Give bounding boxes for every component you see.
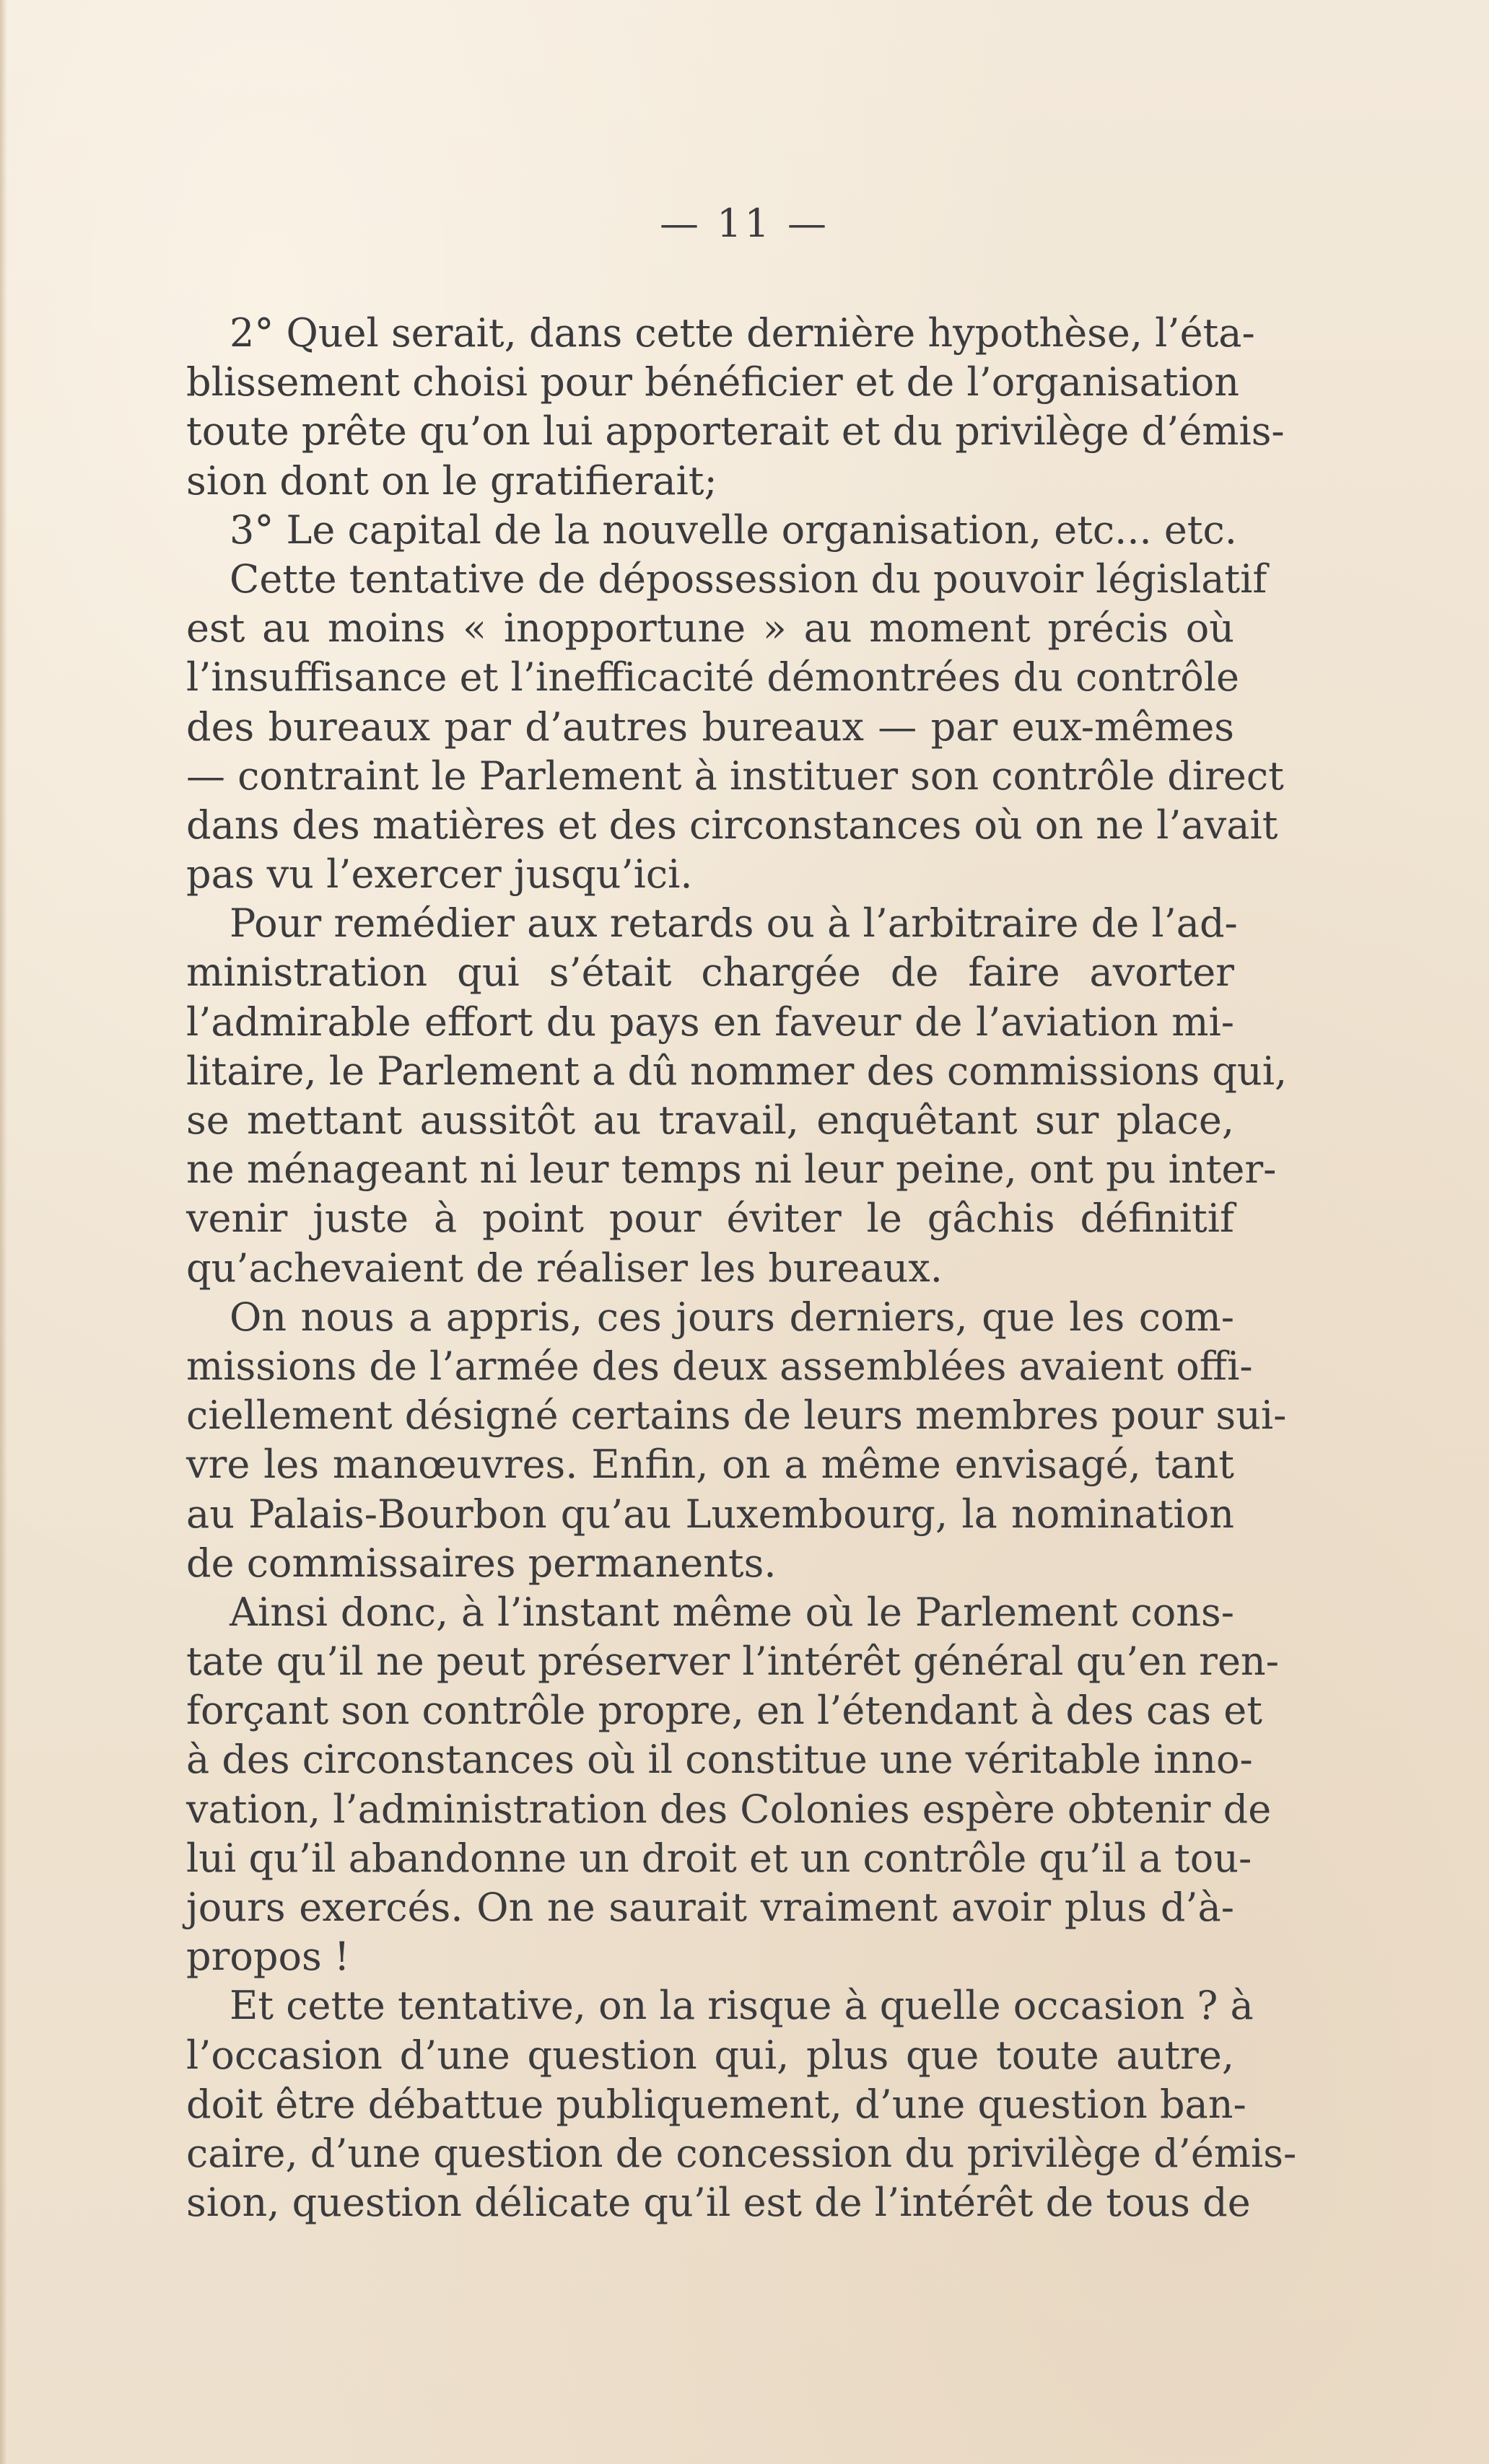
text-line: jours exercés. On ne saurait vraiment avoir plus d’à- [186, 1885, 1234, 1930]
text-line: missions de l’armée des deux assemblées avaient offi- [186, 1343, 1253, 1389]
text-line: ministration qui s’était chargée de faire avorter [186, 950, 1234, 996]
text-line: de commissaires permanents. [186, 1540, 777, 1586]
text-line: toute prête qu’on lui apporterait et du privilège d’émis- [186, 408, 1285, 455]
text-line: venir juste à point pour éviter le gâchis définitif [186, 1196, 1234, 1242]
text-line: sion, question délicate qu’il est de l’intérêt de tous de [186, 2180, 1251, 2226]
page-edge [0, 0, 7, 2464]
text-line: des bureaux par d’autres bureaux — par eux-mêmes [186, 703, 1234, 750]
text-line: ciellement désigné certains de leurs membres pour sui- [186, 1393, 1287, 1439]
text-line: caire, d’une question de concession du privilège d’émis- [186, 2130, 1297, 2176]
text-line: sion dont on le gratifierait; [186, 457, 717, 504]
text-line: Pour remédier aux retards ou à l’arbitraire de l’ad- [230, 900, 1238, 947]
text-line: tate qu’il ne peut préserver l’intérêt général qu’en ren- [186, 1639, 1279, 1685]
text-line: Et cette tentative, on la risque à quelle occasion ? à [230, 1983, 1254, 2029]
page-number: — 11 — [659, 201, 830, 246]
text-line: Cette tentative de dépossession du pouvoir législatif [230, 556, 1267, 602]
text-line: lui qu’il abandonne un droit et un contrôle qu’il a tou- [186, 1835, 1252, 1881]
text-line: vre les manœuvres. Enfin, on a même envisagé, tant [186, 1442, 1234, 1488]
text-line: 2° Quel serait, dans cette dernière hypothèse, l’éta- [230, 310, 1255, 356]
text-line: forçant son contrôle propre, en l’étendant à des cas et [186, 1688, 1262, 1734]
body-text [186, 309, 1297, 2227]
text-line: qu’achevaient de réaliser les bureaux. [186, 1245, 943, 1291]
text-line: se mettant aussitôt au travail, enquêtant sur place, [186, 1097, 1234, 1143]
text-line: dans des matières et des circonstances où on ne l’avait [186, 802, 1278, 848]
text-line: l’admirable effort du pays en faveur de l’aviation mi- [186, 999, 1234, 1045]
text-line: 3° Le capital de la nouvelle organisation, etc... etc. [230, 507, 1237, 553]
text-line: On nous a appris, ces jours derniers, que les com- [230, 1294, 1234, 1340]
text-line: Ainsi donc, à l’instant même où le Parlement cons- [230, 1589, 1234, 1635]
text-line: au Palais-Bourbon qu’au Luxembourg, la nomination [186, 1491, 1234, 1537]
text-line: l’occasion d’une question qui, plus que toute autre, [186, 2032, 1234, 2078]
text-line: — contraint le Parlement à instituer son contrôle direct [186, 753, 1284, 799]
text-line: litaire, le Parlement a dû nommer des commissions qui, [186, 1048, 1288, 1094]
text-line: ne ménageant ni leur temps ni leur peine, ont pu inter- [186, 1146, 1277, 1193]
text-line: pas vu l’exercer jusqu’ici. [186, 851, 693, 898]
text-line: propos ! [186, 1934, 350, 1980]
text-line: vation, l’administration des Colonies espère obtenir de [186, 1786, 1272, 1832]
text-line: blissement choisi pour bénéficier et de l’organisation [186, 359, 1240, 405]
text-line: à des circonstances où il constitue une véritable inno- [186, 1737, 1253, 1783]
text-line: est au moins « inopportune » au moment précis où [186, 605, 1234, 652]
text-line: doit être débattue publiquement, d’une question ban- [186, 2081, 1246, 2127]
text-line: l’insuffisance et l’inefficacité démontrées du contrôle [186, 654, 1239, 701]
